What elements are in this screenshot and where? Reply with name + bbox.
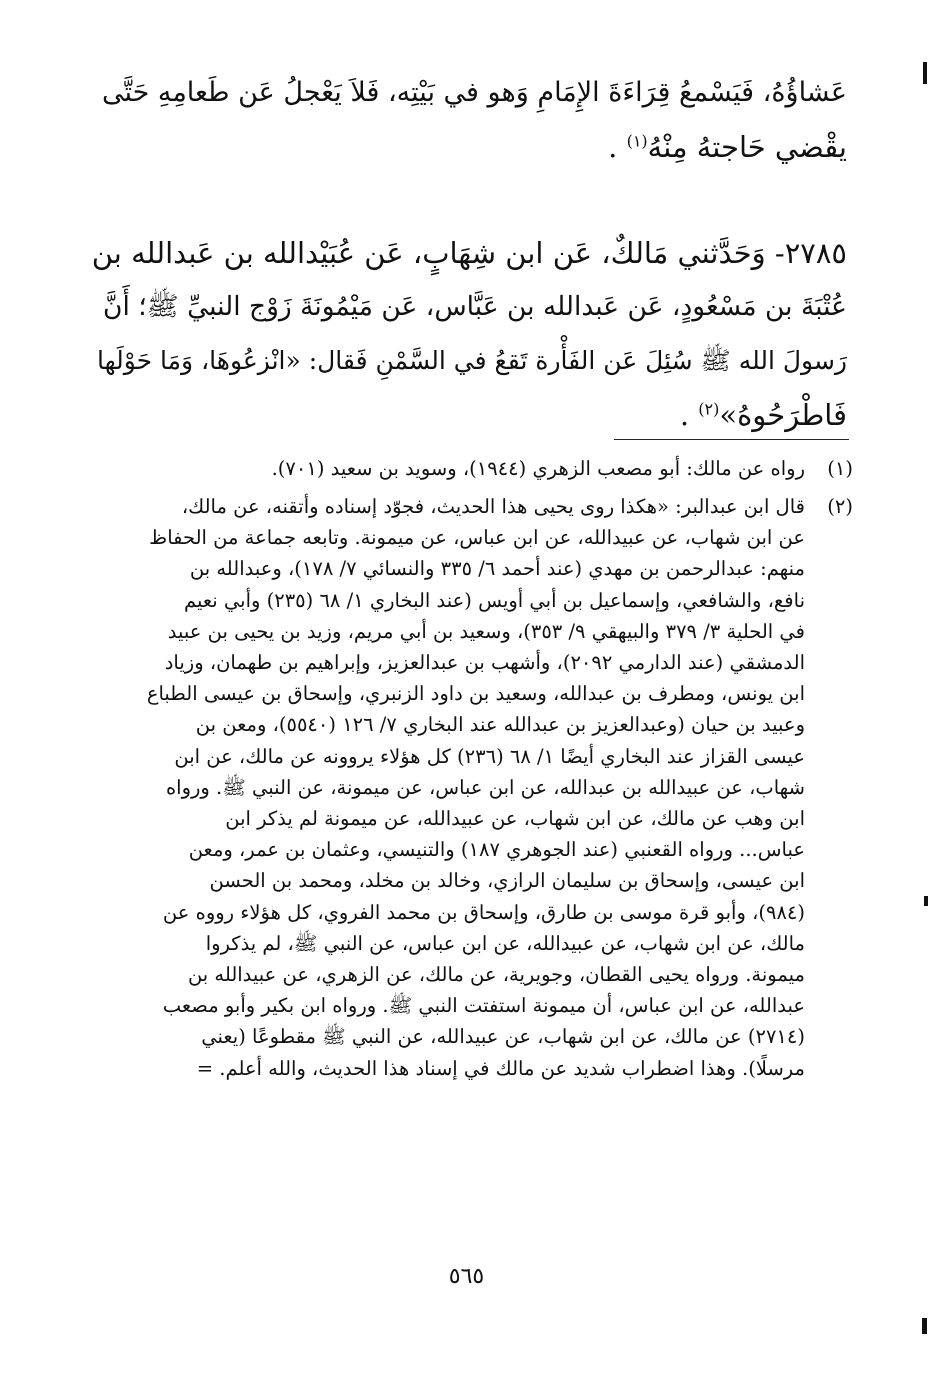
scan-edge-mark (922, 1318, 927, 1334)
footnote-line: في الحلية ٣/ ٣٧٩ والبيهقي ٩/ ٣٥٣)، وسعيد بن أبي مريم، وزيد بن يحيى بن عبيد (167, 619, 805, 643)
footnote-body (120, 453, 805, 484)
footnote-line: ابن عيسى، وإسحاق بن سليمان الرازي، وخالد بن مخلد، ومحمد بن الحسن (209, 869, 805, 893)
footnote-line: ابن وهب عن مالك، عن ابن شهاب، عن عبيدالله، عن ميمونة لم يذكر ابن (225, 807, 805, 831)
footnote-separator (614, 439, 849, 440)
footnote-reference: (١) (626, 131, 648, 151)
footnote-line: منهم: عبدالرحمن بن مهدي (عند أحمد ٦/ ٣٣٥ والنسائي ٧/ ١٧٨)، وعبدالله بن (189, 557, 805, 581)
sentence-end: . (608, 130, 627, 164)
footnote-line: مالك، عن ابن شهاب، عن عبيدالله، عن ابن عباس، عن النبي ﷺ، لم يذكروا (205, 931, 805, 955)
hadith-continuation-paragraph (90, 66, 847, 174)
footnote-line: نافع، والشافعي، وإسماعيل بن أبي أويس (عند البخاري ١/ ٦٨ (٢٣٥) وأبي نعيم (184, 588, 805, 612)
scan-edge-mark (923, 62, 927, 84)
hadith-2785-paragraph (90, 226, 847, 442)
sentence-end: . (679, 398, 699, 432)
footnote-line: رواه عن مالك: أبو مصعب الزهري (١٩٤٤)، وسويد بن سعيد (٧٠١). (271, 457, 805, 480)
text-line-content: يقْضي حَاجتهُ مِنْهُ (647, 130, 847, 164)
footnote-line: (٢٧١٤) عن مالك، عن ابن شهاب، عن عبيدالله، عن النبي ﷺ مقطوعًا (يعني (201, 1025, 805, 1049)
footnote-line: ميمونة. ورواه يحيى القطان، وجويرية، عن مالك، عن الزهري، عن عبيدالله بن (187, 963, 805, 987)
footnote-line: عباس... ورواه القعنبي (عند الجوهري ١٨٧) والتنيسي، وعثمان بن عمر، ومعن (188, 838, 805, 862)
footnote-line: عن ابن شهاب، عن عبيدالله، عن ابن عباس، عن ميمونة. وتابعه جماعة من الحفاظ (149, 526, 805, 550)
footnote-line: وعبيد بن حيان (وعبدالعزيز بن عبدالله عند البخاري ٧/ ١٢٦ (٥٥٤٠)، ومعن بن (195, 713, 805, 737)
footnote-line: ابن يونس، ومطرف بن عبدالله، وسعيد بن داود الزنبري، وإسحاق بن عيسى الطباع (146, 682, 805, 706)
footnote-line: مرسلًا). وهذا اضطراب شديد عن مالك في إسناد هذا الحديث، والله أعلم. = (196, 1056, 805, 1080)
text-line (90, 388, 847, 442)
scan-edge-mark (924, 896, 928, 906)
footnote-number: (٢) (827, 495, 853, 518)
footnote-line: شهاب، عن عبيدالله بن عبدالله، عن ابن عباس، عن ميمونة، عن النبي ﷺ. ورواه (165, 775, 805, 799)
text-line: ٢٧٨٥- وَحَدَّثني مَالكٌ، عَن ابن شِهَابٍ، عَن عُبَيْدالله بن عَبدالله بن (91, 236, 847, 270)
text-line: عُتْبَةَ بن مَسْعُودٍ، عَن عَبدالله بن عَبَّاس، عَن مَيْمُونَةَ زَوْج النبيِّ ﷺ؛ أَنَّ (102, 291, 847, 322)
footnote-number: (١) (827, 457, 853, 480)
footnote-body (120, 491, 805, 1084)
footnote-line: (٩٨٤)، وأبو قرة موسى بن طارق، وإسحاق بن محمد الفروي، كل هؤلاء رووه عن (162, 900, 805, 924)
text-line: رَسولَ الله ﷺ سُئِلَ عَن الفَأْرة تَقعُ في السَّمْنِ فَقال: «انْزعُوهَا، وَمَا حَوْلَها (96, 346, 847, 375)
text-line-content: فَاطْرَحُوهُ» (719, 398, 847, 432)
footnote-reference: (٢) (698, 399, 720, 419)
footnote-line: عيسى القزاز عند البخاري أيضًا ١/ ٦٨ (٢٣٦) كل هؤلاء يروونه عن مالك، عن ابن (174, 744, 805, 768)
page-number: ٥٦٥ (448, 1264, 485, 1289)
footnote-line: عبدالله، عن ابن عباس، أن ميمونة استفتت النبي ﷺ. ورواه ابن بكير وأبو مصعب (162, 994, 805, 1018)
footnote-line: الدمشقي (عند الدارمي ٢٠٩٢)، وأشهب بن عبدالعزيز، وإبراهيم بن طهمان، وزياد (164, 651, 805, 675)
footnote-line: قال ابن عبدالبر: «هكذا روى يحيى هذا الحديث، فجوّد إسناده وأتقنه، عن مالك، (181, 495, 805, 518)
footnote-1 (120, 453, 853, 485)
text-line (90, 120, 847, 174)
footnote-2 (120, 491, 853, 1231)
text-line: عَشاؤُهُ، فَيَسْمعُ قِرَاءَةَ الإِمَامِ وَهو في بَيْتِه، فَلاَ يَعْجلُ عَن طَعامِهِ حَتَّى (101, 77, 847, 108)
